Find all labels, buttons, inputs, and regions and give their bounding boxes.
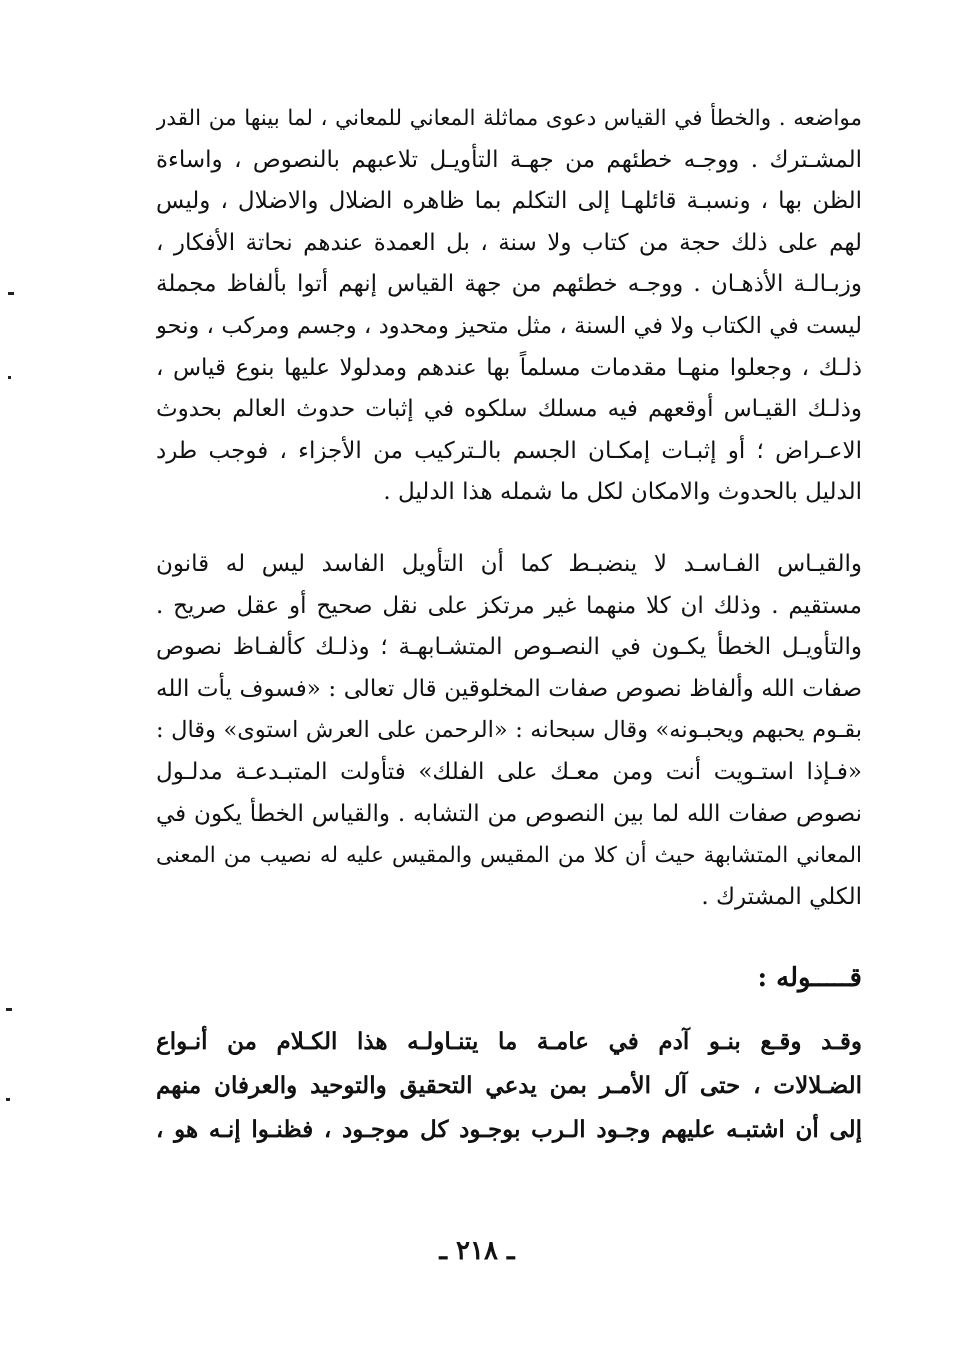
text-line: صفات الله وألفاظ نصوص صفات المخلوقين قال تعالى : «فسوف يأت الله (156, 675, 862, 702)
text-line: وزبـالـة الأذهـان . ووجـه خطئهم من جهة القياس إنهم أتوا بألفاظ مجملة (156, 271, 862, 298)
text-line: الدليل بالحدوث والامكان لكل ما شمله هذا الدليل . (383, 479, 862, 506)
text-line: نصوص صفات الله لما بين النصوص من التشابه . والقياس الخطأ يكون في (156, 800, 862, 827)
page-number: ـ ٢١٨ ـ (439, 1236, 515, 1266)
text-line: مستقيم . وذلك ان كلا منهما غير مرتكز على نقل صحيح أو عقل صريح . (156, 592, 862, 619)
text-line: الاعـراض ؛ أو إثبـات إمكـان الجسم بالـتركيب من الأجزاء ، فوجب طرد (156, 437, 862, 464)
text-line: إلى أن اشتبـه عليهم وجـود الـرب بوجـود كل موجـود ، فظنـوا إنـه هو ، (156, 1116, 862, 1144)
text-line: الضـلالات ، حتى آل الأمـر بمن يدعي التحقيق والتوحيد والعرفان منهم (156, 1072, 862, 1100)
text-line: «فـإذا استـويت أنت ومن معـك على الفلك» فتأولت المتبـدعـة مدلـول (156, 758, 862, 785)
text-line: والقيـاس الفـاسـد لا ينضبـط كما أن التأويل الفاسد ليس له قانون (156, 550, 862, 577)
text-line: لهم على ذلك حجة من كتاب ولا سنة ، بل العمدة عندهم نحاتة الأفكار ، (156, 229, 862, 256)
text-line: ذلـك ، وجعلوا منهـا مقدمات مسلماً بها عندهم ومدلولا عليها بنوع قياس ، (156, 354, 862, 381)
paragraph-2 (156, 544, 862, 918)
text-line: وذلـك القيـاس أوقعهم فيه مسلك سلكوه في إثبات حدوث العالم بحدوث (156, 396, 862, 423)
margin-mark (6, 1098, 10, 1101)
section-heading: قـــــوله : (757, 963, 862, 994)
text-line: الظن بها ، ونسبـة قائلهـا إلى التكلم بما ظاهره الضلال والاضلال ، وليس (156, 188, 862, 215)
text-line: المعاني المتشابهة حيث أن كلا من المقيس والمقيس عليه له نصيب من المعنى (156, 843, 862, 869)
paragraph-1 (156, 98, 862, 514)
margin-mark (8, 376, 11, 379)
text-line: مواضعه . والخطأ في القياس دعوى مماثلة المعاني للمعاني ، لما بينها من القدر (156, 106, 862, 131)
margin-mark (8, 292, 14, 295)
text-line: وقـد وقـع بنـو آدم في عامـة ما يتنـاولـه هذا الكـلام من أنـواع (156, 1028, 862, 1056)
margin-mark (6, 1008, 12, 1011)
text-line: ليست في الكتاب ولا في السنة ، مثل متحيز ومحدود ، وجسم ومركب ، ونحو (156, 312, 862, 339)
text-line: والتأويـل الخطأ يكـون في النصـوص المتشـابهـة ؛ وذلـك كألفـاظ نصوص (156, 634, 862, 661)
paragraph-3 (156, 1020, 862, 1152)
text-line: الكلي المشترك . (701, 883, 862, 910)
text-line: بقـوم يحبهم ويحبـونه» وقال سبحانه : «الرحمن على العرش استوى» وقال : (156, 717, 862, 744)
page-content (156, 98, 862, 1152)
text-line: المشـترك . ووجـه خطئهم من جهـة التأويـل تلاعبهم بالنصوص ، واساءة (156, 146, 862, 173)
